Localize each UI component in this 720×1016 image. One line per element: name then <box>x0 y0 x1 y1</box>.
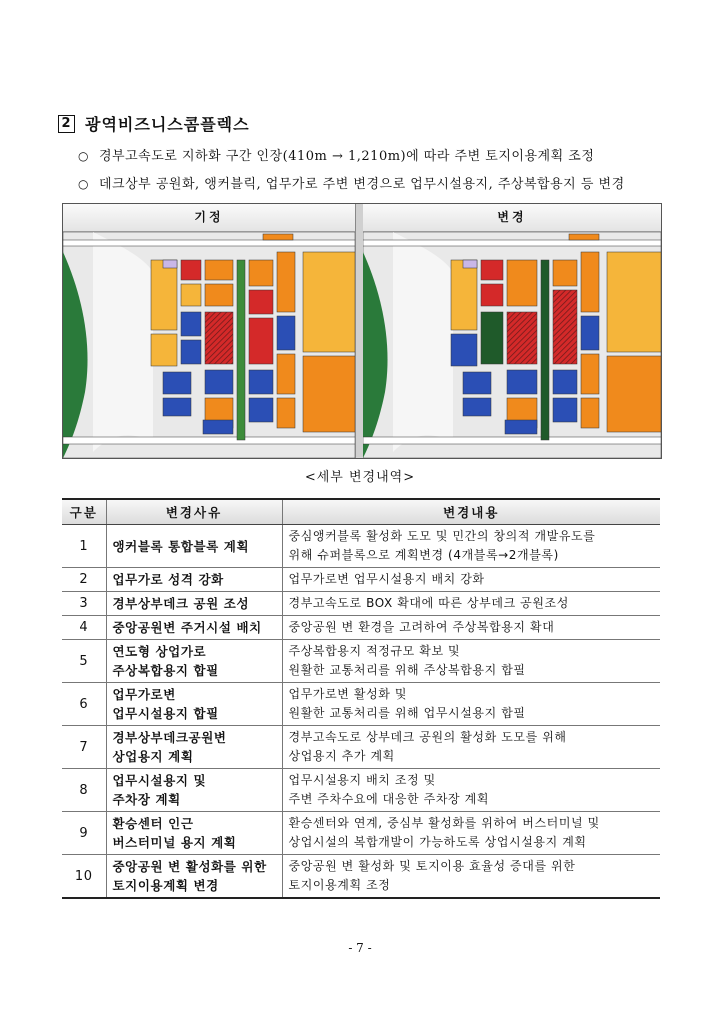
reason-line: 주차장 계획 <box>112 792 181 807</box>
change-content <box>282 592 660 616</box>
row-number: 8 <box>62 769 106 812</box>
change-reason <box>106 812 282 855</box>
map-before-label: 기정 <box>63 204 355 232</box>
table-row <box>62 683 660 726</box>
mixed-use-block <box>303 356 355 432</box>
content-line: 업무가로변 업무시설용지 배치 강화 <box>288 572 485 586</box>
mixed-use-block <box>607 356 661 432</box>
business-block <box>507 370 537 394</box>
content-line: 중앙공원 변 활성화 및 토지이용 효율성 증대를 위한 <box>288 859 576 873</box>
change-reason <box>106 568 282 592</box>
mixed-use-block <box>249 260 273 286</box>
map-before <box>63 232 355 458</box>
business-block <box>181 340 201 364</box>
arterial-road <box>363 437 661 444</box>
mixed-use-block <box>569 234 599 240</box>
reason-line: 업무가로 성격 강화 <box>112 572 224 587</box>
change-reason <box>106 855 282 899</box>
change-content <box>282 769 660 812</box>
bullet-mark: ○ <box>78 177 89 191</box>
commercial-block <box>507 312 537 364</box>
commercial-block <box>181 260 201 280</box>
reason-line: 버스터미널 용지 계획 <box>112 835 237 850</box>
reason-line: 업무가로변 <box>112 687 176 702</box>
change-reason <box>106 726 282 769</box>
section-number: 2 <box>58 115 75 133</box>
content-line: 경부고속도로 BOX 확대에 따른 상부데크 공원조성 <box>288 596 569 610</box>
business-block <box>277 316 295 350</box>
road-area <box>393 232 453 452</box>
map-after-label: 변경 <box>363 204 661 232</box>
content-line: 원활한 교통처리를 위해 업무시설용지 합필 <box>288 706 526 720</box>
row-number: 9 <box>62 812 106 855</box>
residential-block <box>151 334 177 366</box>
business-block <box>249 398 273 422</box>
bullet-text: 경부고속도로 지하화 구간 인장(410m → 1,210m)에 따라 주변 토지이용계획 조정 <box>98 149 595 164</box>
business-block <box>163 372 191 394</box>
deck-park <box>541 260 549 440</box>
greenway <box>237 260 245 440</box>
map-after <box>363 232 661 458</box>
row-number: 1 <box>62 525 106 568</box>
change-reason <box>106 592 282 616</box>
reason-line: 주상복합용지 합필 <box>112 663 219 678</box>
public-facility-block <box>463 260 477 268</box>
reason-line: 경부상부데크 공원 조성 <box>112 596 250 611</box>
content-line: 원활한 교통처리를 위해 주상복합용지 합필 <box>288 663 526 677</box>
public-facility-block <box>163 260 177 268</box>
bullet-text: 데크상부 공원화, 앵커블릭, 업무가로 주변 변경으로 업무시설용지, 주상복합용지 등 변경 <box>98 177 625 192</box>
content-line: 주상복합용지 적정규모 확보 및 <box>288 644 461 658</box>
business-block <box>505 420 537 434</box>
table-header-row <box>62 499 660 525</box>
reason-line: 상업용지 계획 <box>112 749 194 764</box>
reason-line: 중앙공원 변 활성화를 위한 <box>112 859 267 874</box>
change-content <box>282 855 660 899</box>
mixed-use-block <box>553 260 577 286</box>
page-number: - 7 - <box>348 941 372 955</box>
table-row <box>62 812 660 855</box>
reason-line: 업무시설용지 및 <box>112 773 207 788</box>
business-block <box>581 316 599 350</box>
park-block <box>481 312 503 364</box>
mixed-use-block <box>205 284 233 306</box>
commercial-block <box>553 290 577 364</box>
change-reason <box>106 769 282 812</box>
business-block <box>205 370 233 394</box>
content-line: 상업시설의 복합개발이 가능하도록 상업시설용지 계획 <box>288 835 587 849</box>
table-row <box>62 568 660 592</box>
mixed-use-block <box>205 260 233 280</box>
land-use-map-comparison <box>62 203 662 459</box>
reason-line: 앵커블록 통합블록 계획 <box>112 538 250 554</box>
residential-block <box>181 284 201 306</box>
table-row <box>62 769 660 812</box>
table-row <box>62 640 660 683</box>
mixed-use-block <box>581 398 599 428</box>
change-reason <box>106 640 282 683</box>
reason-line: 토지이용계획 변경 <box>112 878 219 893</box>
row-number: 4 <box>62 616 106 640</box>
change-content <box>282 525 660 568</box>
bullet-item <box>78 145 594 164</box>
commercial-block <box>249 290 273 314</box>
change-content <box>282 683 660 726</box>
figure-caption: <세부 변경내역> <box>304 470 416 485</box>
reason-line: 경부상부데크공원변 <box>112 730 227 745</box>
business-block <box>163 398 191 416</box>
content-line: 주변 주차수요에 대응한 주차장 계획 <box>288 792 490 806</box>
content-line: 상업용지 추가 계획 <box>288 749 395 763</box>
change-content <box>282 726 660 769</box>
header-category: 구분 <box>62 499 106 525</box>
row-number: 10 <box>62 855 106 899</box>
mixed-use-block <box>263 234 293 240</box>
row-number: 7 <box>62 726 106 769</box>
business-block <box>203 420 233 434</box>
table-row <box>62 616 660 640</box>
business-block <box>181 312 201 336</box>
mixed-use-block <box>277 252 295 312</box>
change-reason <box>106 683 282 726</box>
bullet-mark: ○ <box>78 149 89 163</box>
mixed-use-block <box>277 354 295 394</box>
business-block <box>451 334 477 366</box>
content-line: 위해 슈퍼블록으로 계획변경 (4개블록→2개블록) <box>288 548 559 562</box>
residential-block <box>303 252 355 352</box>
change-content <box>282 812 660 855</box>
change-content <box>282 640 660 683</box>
header-reason: 변경사유 <box>106 499 282 525</box>
change-details-table <box>62 498 660 899</box>
business-block <box>553 370 577 394</box>
park-block <box>205 312 233 364</box>
section-heading <box>58 112 250 135</box>
content-line: 환승센터와 연계, 중심부 활성화를 위하여 버스터미널 및 <box>288 816 600 830</box>
table-row <box>62 525 660 568</box>
reason-line: 환승센터 인근 <box>112 816 194 831</box>
content-line: 업무시설용지 배치 조정 및 <box>288 773 436 787</box>
commercial-block <box>481 284 503 306</box>
commercial-block <box>481 260 503 280</box>
row-number: 5 <box>62 640 106 683</box>
change-reason <box>106 525 282 568</box>
content-line: 경부고속도로 상부데크 공원의 활성화 도모를 위해 <box>288 730 567 744</box>
business-block <box>553 398 577 422</box>
content-line: 중앙공원 변 환경을 고려하여 주상복합용지 확대 <box>288 620 555 634</box>
arterial-road <box>363 240 661 246</box>
residential-block <box>451 260 477 330</box>
bullet-item <box>78 173 625 192</box>
mixed-use-block <box>581 354 599 394</box>
row-number: 6 <box>62 683 106 726</box>
header-content: 변경내용 <box>282 499 660 525</box>
road-area <box>93 232 153 452</box>
row-number: 2 <box>62 568 106 592</box>
content-line: 토지이용계획 조정 <box>288 878 391 892</box>
change-reason <box>106 616 282 640</box>
change-content <box>282 568 660 592</box>
table-row <box>62 726 660 769</box>
reason-line: 중앙공원변 주거시설 배치 <box>112 620 262 635</box>
arterial-road <box>63 437 355 444</box>
mixed-use-block <box>277 398 295 428</box>
mixed-use-block <box>507 260 537 306</box>
mixed-use-block <box>581 252 599 312</box>
commercial-block <box>249 318 273 364</box>
change-content <box>282 616 660 640</box>
row-number: 3 <box>62 592 106 616</box>
reason-line: 연도형 상업가로 <box>112 644 207 659</box>
residential-block <box>607 252 661 352</box>
arterial-road <box>63 240 355 246</box>
reason-line: 업무시설용지 합필 <box>112 706 219 721</box>
business-block <box>249 370 273 394</box>
content-line: 업무가로변 활성화 및 <box>288 687 408 701</box>
table-row <box>62 592 660 616</box>
table-row <box>62 855 660 899</box>
section-title: 광역비즈니스콤플렉스 <box>85 115 250 134</box>
residential-block <box>151 260 177 330</box>
business-block <box>463 398 491 416</box>
business-block <box>463 372 491 394</box>
content-line: 중심앵커블록 활성화 도모 및 민간의 창의적 개발유도를 <box>288 529 596 543</box>
